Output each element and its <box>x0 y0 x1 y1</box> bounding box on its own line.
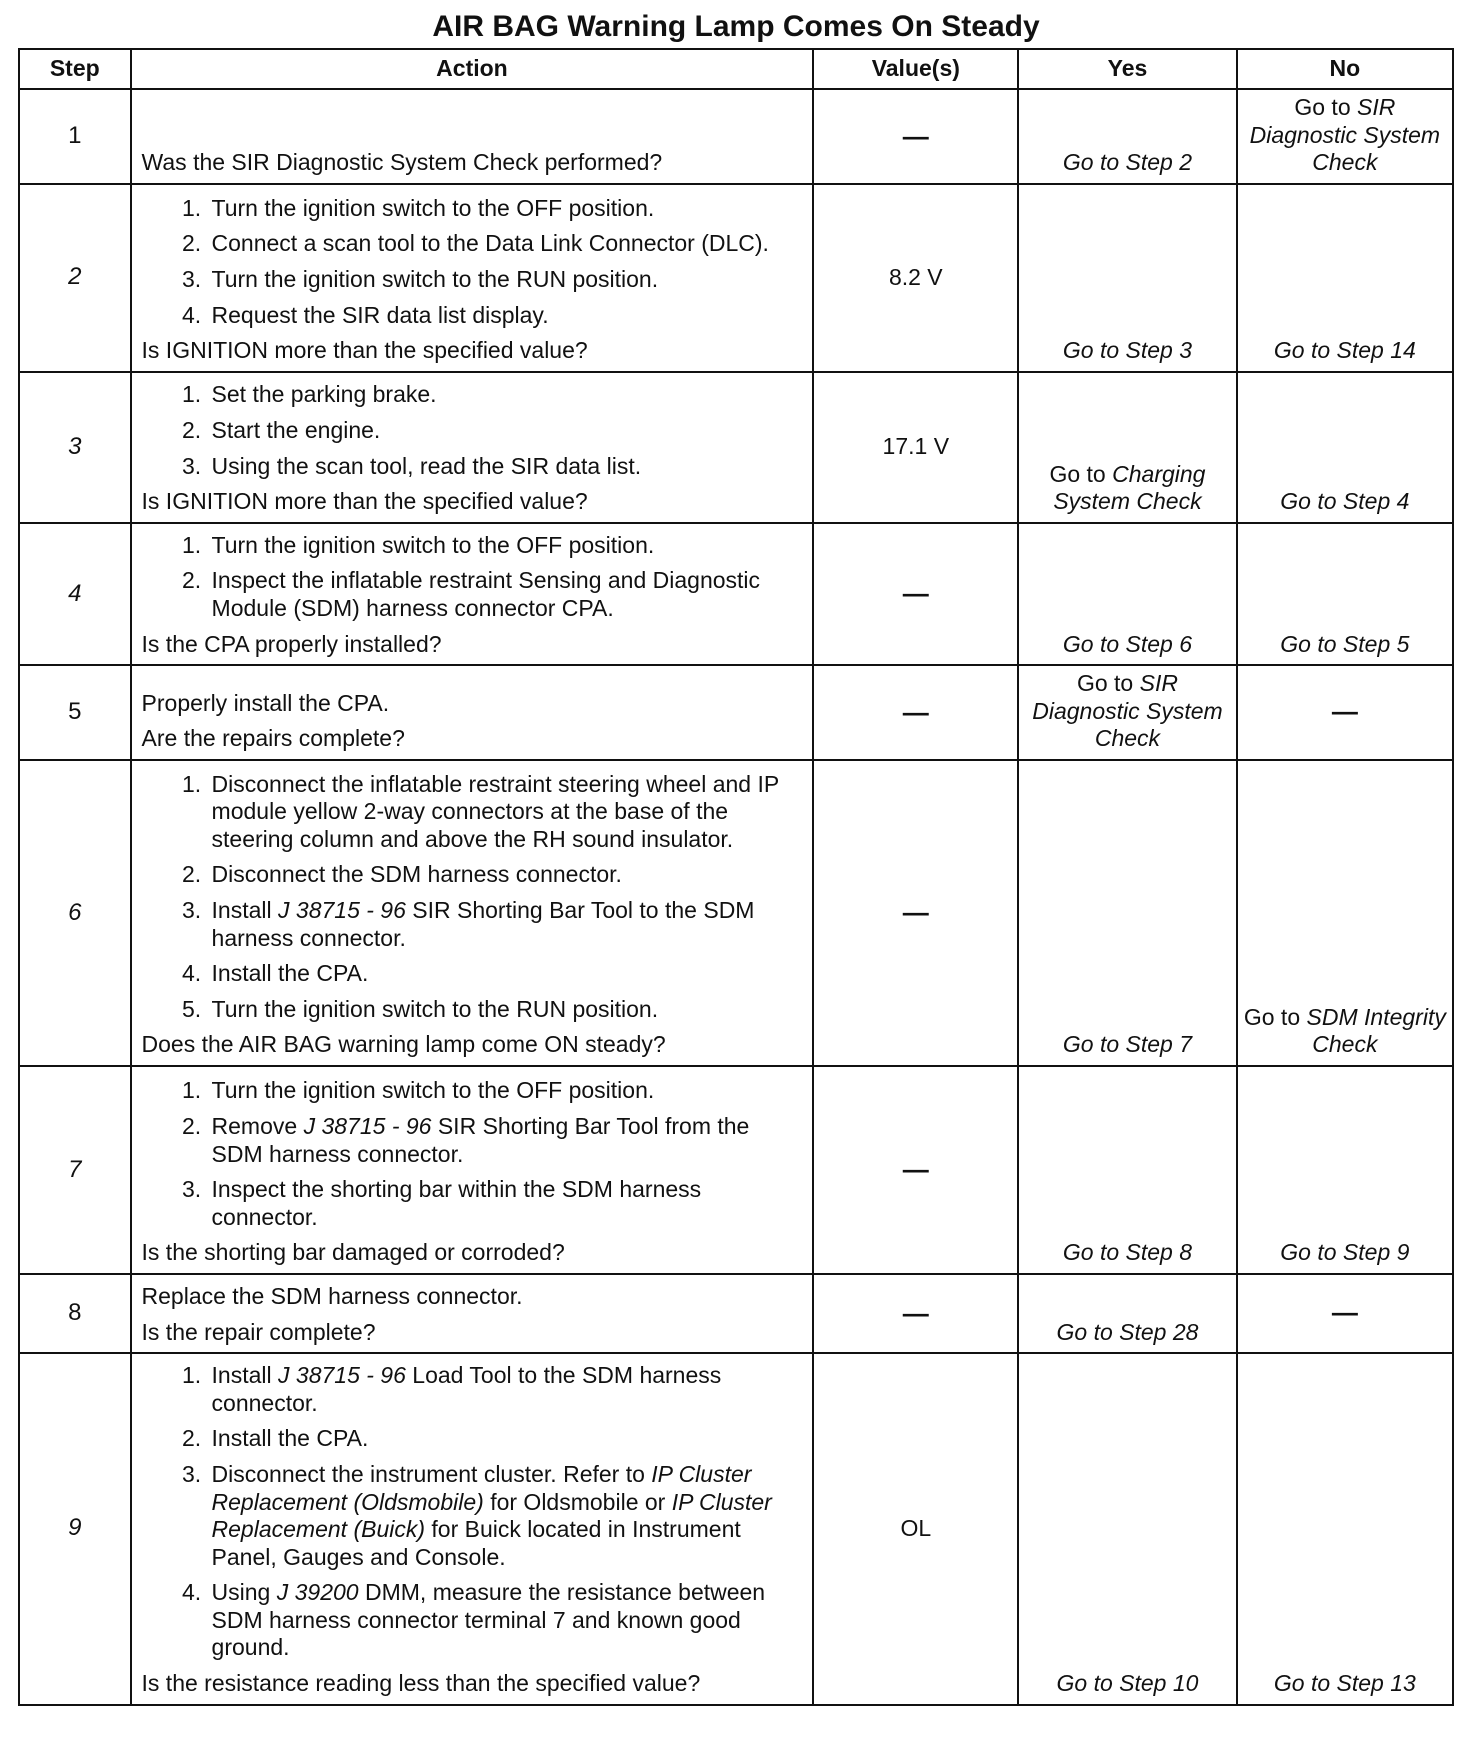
action-step: 1. Set the parking brake. <box>208 381 803 409</box>
yes-cell <box>1018 665 1237 760</box>
action-step <box>208 1113 803 1168</box>
doc-reference[interactable]: IP Cluster Replacement (Oldsmobile) <box>211 1460 752 1515</box>
yes-link[interactable]: Go to Step 10 <box>1056 1670 1199 1697</box>
action-step-text: Install the CPA. <box>211 1425 369 1452</box>
action-step <box>208 897 803 952</box>
value-cell <box>813 523 1018 665</box>
step-question: Is the CPA properly installed? <box>141 630 442 657</box>
action-cell <box>131 523 814 665</box>
table-row <box>19 760 1453 1066</box>
step-number: 8 <box>19 1274 131 1353</box>
header-values: Value(s) <box>813 49 1018 89</box>
action-step: 1. Turn the ignition switch to the OFF position. <box>208 532 803 560</box>
action-cell <box>131 1274 814 1353</box>
no-cell <box>1237 1274 1453 1353</box>
value-cell <box>813 760 1018 1066</box>
action-steps <box>142 381 803 480</box>
yes-link[interactable]: Go to Step 2 <box>1062 149 1193 176</box>
no-cell <box>1237 1353 1453 1705</box>
action-step: 2. Inspect the inflatable restraint Sensing and Diagnostic Module (SDM) harness connector CPA. <box>208 567 803 622</box>
no-link[interactable]: Go to Step 14 <box>1273 337 1416 364</box>
step-question: Is the resistance reading less than the specified value? <box>141 1670 701 1697</box>
action-step <box>208 996 803 1024</box>
action-step <box>208 1461 803 1571</box>
action-instruction: Properly install the CPA. <box>141 689 390 716</box>
action-step-text: for Buick located in Instrument Panel, Gauges and Console. <box>211 1516 741 1570</box>
action-step-text: Inspect the shorting bar within the SDM harness connector. <box>211 1176 702 1230</box>
yes-link[interactable]: Charging System Check <box>1053 460 1206 515</box>
action-step-text: DMM, measure the resistance between SDM harness connector terminal 7 and known good ground. <box>211 1579 766 1661</box>
action-step: 3. Using the scan tool, read the SIR data list. <box>208 453 803 481</box>
no-cell <box>1237 523 1453 665</box>
value-cell <box>813 184 1018 372</box>
table-row <box>19 665 1453 760</box>
diagnostic-table <box>18 48 1454 1706</box>
yes-prefix: Go to <box>1049 460 1106 487</box>
value-text: 8.2 V <box>888 263 943 290</box>
no-value: — <box>1331 695 1358 726</box>
step-question: Is the repair complete? <box>141 1318 376 1345</box>
table-row <box>19 184 1453 372</box>
step-question: Are the repairs complete? <box>141 725 405 752</box>
action-cell <box>131 665 814 760</box>
action-step: 2. Connect a scan tool to the Data Link Connector (DLC). <box>208 230 803 258</box>
action-step-text: Load Tool to the SDM harness connector. <box>211 1362 722 1416</box>
yes-cell <box>1018 1066 1237 1274</box>
action-cell <box>131 1353 814 1705</box>
action-step <box>208 861 803 889</box>
action-step: 2. Start the engine. <box>208 417 803 445</box>
doc-reference[interactable]: IP Cluster Replacement (Buick) <box>211 1488 772 1543</box>
action-step <box>208 1362 803 1417</box>
yes-cell <box>1018 184 1237 372</box>
yes-cell <box>1018 1353 1237 1705</box>
header-no: No <box>1237 49 1453 89</box>
no-link[interactable]: SIR Diagnostic System Check <box>1249 94 1441 176</box>
value-cell <box>813 665 1018 760</box>
no-cell <box>1237 372 1453 523</box>
action-steps <box>142 1362 803 1662</box>
yes-cell <box>1018 760 1237 1066</box>
value-text: OL <box>900 1515 932 1542</box>
yes-cell <box>1018 372 1237 523</box>
action-step-text: SIR Shorting Bar Tool to the SDM harness connector. <box>211 896 755 951</box>
action-step-text: Install <box>211 1362 272 1389</box>
value-text: — <box>902 897 929 928</box>
no-link[interactable]: Go to Step 5 <box>1280 630 1410 657</box>
yes-link[interactable]: Go to Step 3 <box>1062 337 1193 364</box>
step-question: Is IGNITION more than the specified value? <box>141 488 588 515</box>
action-step <box>208 1176 803 1231</box>
step-number: 6 <box>19 760 131 1066</box>
value-cell <box>813 1353 1018 1705</box>
action-steps <box>142 771 803 1024</box>
action-step-text: for Oldsmobile or <box>490 1488 666 1515</box>
value-text: — <box>902 578 929 609</box>
action-step-text: Using <box>211 1579 271 1606</box>
action-step <box>208 960 803 988</box>
step-question: Is the shorting bar damaged or corroded? <box>141 1239 565 1266</box>
step-number: 7 <box>19 1066 131 1274</box>
action-cell <box>131 372 814 523</box>
action-steps <box>142 195 803 329</box>
no-prefix: Go to <box>1294 94 1351 120</box>
no-cell <box>1237 184 1453 372</box>
table-row <box>19 1353 1453 1705</box>
step-question: Does the AIR BAG warning lamp come ON steady? <box>141 1031 666 1058</box>
value-text: 17.1 V <box>882 433 950 460</box>
step-number: 2 <box>19 184 131 372</box>
value-text: — <box>902 1297 929 1328</box>
header-action: Action <box>131 49 814 89</box>
action-step <box>208 1579 803 1662</box>
tool-reference: J 38715 - 96 <box>278 1362 406 1389</box>
action-step-text: Disconnect the inflatable restraint steering wheel and IP module yellow 2-way connectors at the base of the steering column and above the RH sound insulator. <box>211 770 779 852</box>
step-number: 1 <box>19 89 131 184</box>
step-number: 3 <box>19 372 131 523</box>
page-title: AIR BAG Warning Lamp Comes On Steady <box>432 10 1040 43</box>
yes-link[interactable]: Go to Step 7 <box>1062 1031 1193 1058</box>
action-step-text: Disconnect the instrument cluster. Refer to <box>211 1460 645 1487</box>
tool-reference: J 39200 <box>276 1579 359 1606</box>
yes-link[interactable]: Go to Step 8 <box>1062 1239 1193 1266</box>
header-yes: Yes <box>1018 49 1237 89</box>
table-row <box>19 1274 1453 1353</box>
value-cell <box>813 1274 1018 1353</box>
table-row <box>19 1066 1453 1274</box>
no-cell <box>1237 665 1453 760</box>
action-step <box>208 771 803 854</box>
table-row <box>19 523 1453 665</box>
value-text: — <box>902 120 929 151</box>
action-cell <box>131 760 814 1066</box>
value-text: — <box>902 1154 929 1185</box>
value-text: — <box>902 696 929 727</box>
tool-reference: J 38715 - 96 <box>278 896 406 923</box>
table-row <box>19 372 1453 523</box>
value-cell <box>813 89 1018 184</box>
yes-cell <box>1018 1274 1237 1353</box>
step-number: 9 <box>19 1353 131 1705</box>
value-cell <box>813 1066 1018 1274</box>
action-instruction: Replace the SDM harness connector. <box>141 1282 523 1309</box>
action-step-text: Install <box>211 896 272 923</box>
step-number: 4 <box>19 523 131 665</box>
action-cell <box>131 184 814 372</box>
yes-cell <box>1018 89 1237 184</box>
action-step-text: Disconnect the SDM harness connector. <box>211 861 622 888</box>
header-step: Step <box>19 49 131 89</box>
action-step-text: Turn the ignition switch to the RUN position. <box>211 995 659 1022</box>
tool-reference: J 38715 - 96 <box>303 1112 432 1139</box>
action-step-text: Turn the ignition switch to the OFF position. <box>211 1077 655 1104</box>
action-step: 4. Request the SIR data list display. <box>208 302 803 330</box>
action-steps <box>142 532 803 623</box>
yes-link[interactable]: Go to Step 28 <box>1056 1318 1199 1345</box>
no-link[interactable]: SDM Integrity Check <box>1306 1003 1446 1058</box>
action-step-text: Remove <box>211 1112 298 1139</box>
yes-link[interactable]: SIR Diagnostic System Check <box>1032 670 1223 752</box>
action-steps <box>142 1077 803 1231</box>
yes-prefix: Go to <box>1076 670 1134 697</box>
no-cell <box>1237 1066 1453 1274</box>
step-question: Was the SIR Diagnostic System Check performed? <box>141 149 663 176</box>
yes-link[interactable]: Go to Step 6 <box>1062 630 1193 657</box>
table-row <box>19 89 1453 184</box>
value-cell <box>813 372 1018 523</box>
action-cell <box>131 89 814 184</box>
step-number: 5 <box>19 665 131 760</box>
no-link[interactable]: Go to Step 13 <box>1273 1670 1416 1697</box>
yes-cell <box>1018 523 1237 665</box>
action-step <box>208 1425 803 1453</box>
no-prefix: Go to <box>1243 1003 1301 1030</box>
action-cell <box>131 1066 814 1274</box>
no-link[interactable]: Go to Step 9 <box>1280 1239 1410 1266</box>
action-step <box>208 1077 803 1105</box>
action-step-text: SIR Shorting Bar Tool from the SDM harness connector. <box>211 1112 750 1167</box>
header-row <box>19 49 1453 89</box>
step-question: Is IGNITION more than the specified value? <box>141 337 588 364</box>
no-cell <box>1237 89 1453 184</box>
action-step-text: Install the CPA. <box>211 960 369 987</box>
action-step: 1. Turn the ignition switch to the OFF position. <box>208 195 803 223</box>
no-value: — <box>1331 1296 1358 1327</box>
action-step: 3. Turn the ignition switch to the RUN position. <box>208 266 803 294</box>
no-link[interactable]: Go to Step 4 <box>1280 488 1410 515</box>
no-cell <box>1237 760 1453 1066</box>
